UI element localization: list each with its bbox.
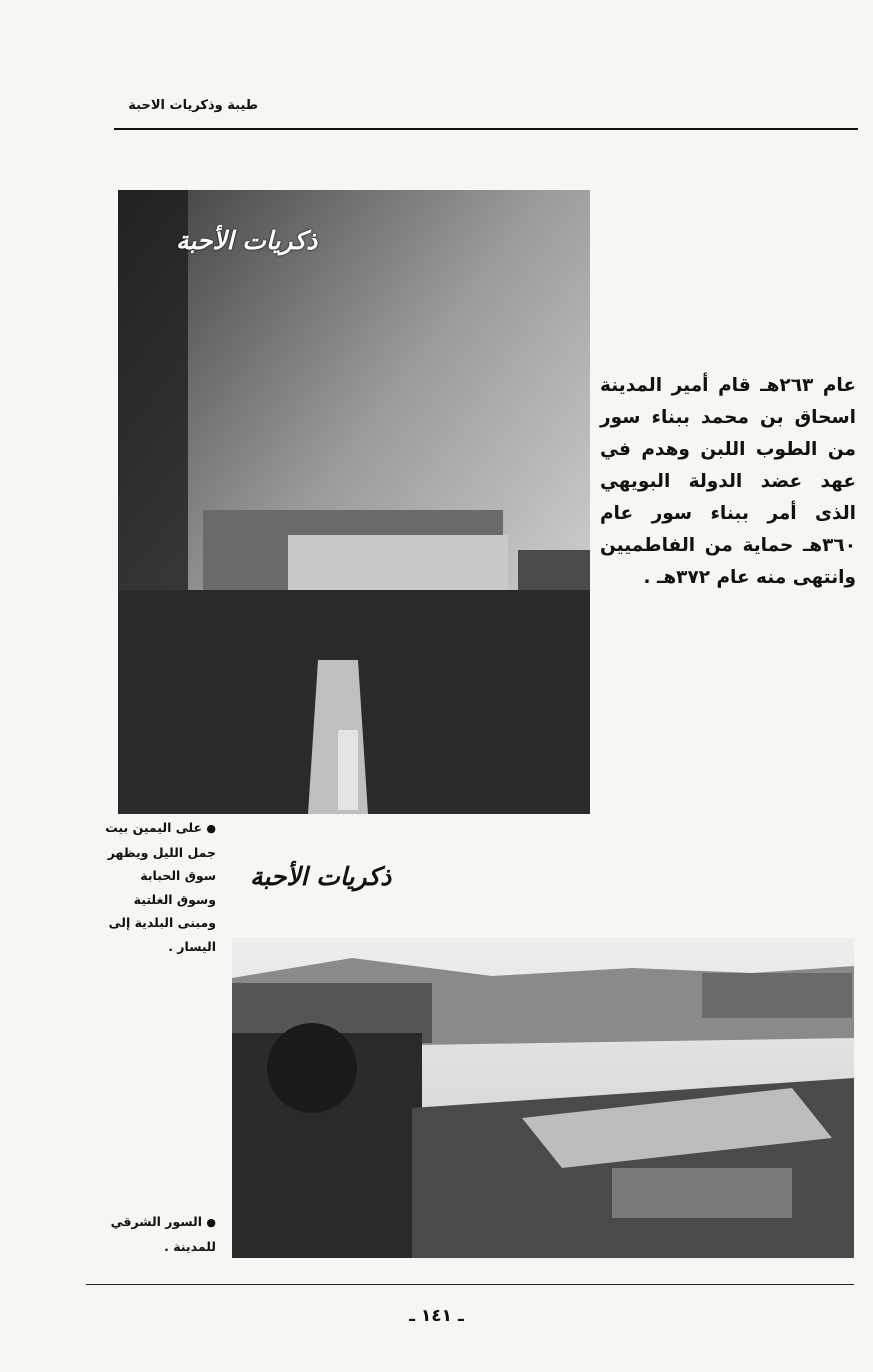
header-title: طيبة وذكريات الاحبة	[128, 98, 258, 113]
caption-text: السور الشرقي للمدينة .	[110, 1214, 216, 1254]
caption-top-photo	[104, 816, 216, 958]
caption-bullet-icon: ●	[206, 822, 216, 835]
photo-top-stamp: ذكريات الأحبة	[176, 226, 318, 255]
photo-city-wall-street	[118, 190, 590, 814]
page-number: ـ ١٤١ ـ	[409, 1306, 464, 1326]
header-rule	[114, 128, 858, 130]
photo-bottom-stamp: ذكريات الأحبة	[250, 862, 392, 891]
footer-rule	[86, 1284, 854, 1285]
caption-bottom-photo	[104, 1210, 216, 1258]
caption-text: على اليمين بيت جمل الليل ويظهر سوق الحبابة وسوق الغلتية ومبنى البلدية إلى اليسار .	[105, 820, 216, 954]
photo-eastern-wall	[232, 938, 854, 1258]
body-paragraph: عام ٢٦٣هـ قام أمير المدينة اسحاق بن محمد ببناء سور من الطوب اللبن وهدم في عهد عضد الدولة البويهي الذى أمر ببناء سور عام ٣٦٠هـ حماية من الفاطميين وانتهى منه عام ٣٧٢هـ .	[600, 375, 856, 588]
caption-bullet-icon: ●	[206, 1216, 216, 1229]
